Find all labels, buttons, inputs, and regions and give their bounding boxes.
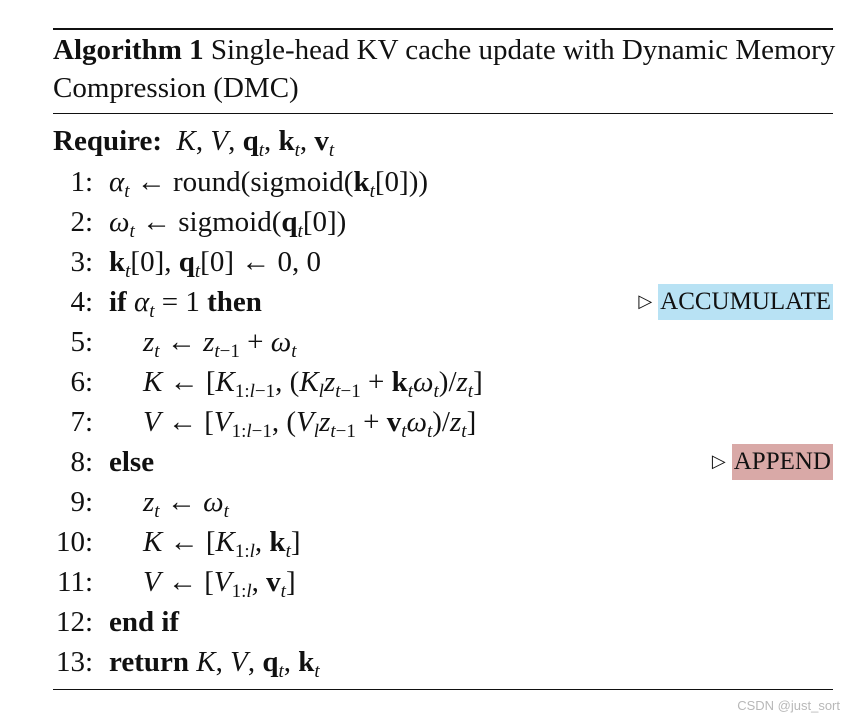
line-code: $z_t$ ← $\omega_t$ [143,486,229,522]
else-keyword: else [109,446,155,478]
return-keyword: return [109,646,190,678]
algo-line-3 [53,242,833,282]
line-code: $\omega_t$ ← $sigmoid(q_t[0])$ [109,206,347,242]
line-code: $k_t[0]$, $q_t[0]$ ← 0, 0 [109,246,321,282]
line-code [109,602,179,642]
algo-line-12 [53,602,833,642]
line-code: V ← [$V_{1:l-1}$, $(V_lz_{t-1} + v_t\omega_t)/z_t$] [143,406,477,442]
line-number: 10: [55,526,93,558]
algo-line-9 [53,482,833,522]
algorithm-label: Algorithm 1 [53,34,204,66]
line-code: K ← [$K_{1:l}$, $k_t$] [143,526,301,562]
append-tag: APPEND [732,444,833,480]
line-code: if $\alpha_t = 1$ then [109,286,262,322]
bottom-rule [53,689,833,690]
require-args: K, V, $q_t$, $k_t$, $v_t$ [176,125,335,161]
line-number: 4: [70,286,93,318]
line-number: 6: [70,366,93,398]
end-if-keyword: end if [109,606,180,638]
comment-triangle-icon: ▷ [711,451,726,472]
append-comment [712,442,833,482]
line-code: V ← [$V_{1:l}$, $v_t$] [143,566,296,602]
line-number: 11: [57,566,93,598]
line-number: 1: [70,166,93,198]
require-line [53,120,833,162]
line-number: 5: [70,326,93,358]
algo-line-13 [53,642,833,682]
line-code: $\alpha_t$ ← $round(sigmoid(k_t[0]))$ [109,166,429,202]
comment-triangle-icon: ▷ [638,291,653,312]
line-code: K ← [$K_{1:l-1}$, $(K_lz_{t-1} + k_t\omega_t)/z_t$] [143,366,483,402]
algo-line-6 [53,362,833,402]
line-number: 8: [70,446,93,478]
line-number: 2: [70,206,93,238]
line-number: 12: [55,606,93,638]
line-number: 13: [55,646,93,678]
algo-line-4 [53,282,833,322]
line-code: return K, V, $q_t$, $k_t$ [109,646,320,682]
line-number: 7: [70,406,93,438]
line-number: 9: [70,486,93,518]
caption-rule [53,113,833,114]
algorithm-body [53,120,833,682]
algo-line-1 [53,162,833,202]
algo-line-7 [53,402,833,442]
then-keyword: then [207,286,262,318]
require-keyword: Require: [53,125,163,157]
algo-line-2 [53,202,833,242]
top-rule [53,28,833,30]
algo-line-8 [53,442,833,482]
accumulate-tag: ACCUMULATE [658,284,833,320]
algo-line-11 [53,562,833,602]
algo-line-5 [53,322,833,362]
algorithm-caption [53,31,843,107]
accumulate-comment [638,282,833,322]
line-code: $z_t$ ← $z_{t-1} + \omega_t$ [143,326,297,362]
line-code [109,442,154,482]
if-keyword: if [109,286,127,318]
watermark: CSDN @just_sort [737,698,840,713]
algorithm-title: Single-head KV cache update with Dynamic Memory Compression (DMC) [53,34,836,104]
algo-line-10 [53,522,833,562]
line-number: 3: [70,246,93,278]
